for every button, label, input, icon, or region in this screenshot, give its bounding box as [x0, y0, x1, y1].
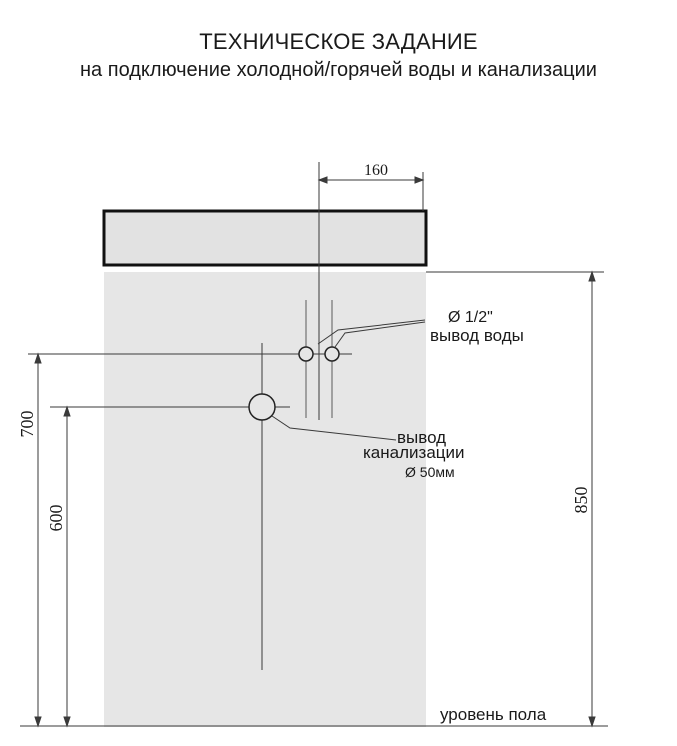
- dimension-160-label: 160: [364, 162, 388, 179]
- dimension-600: [64, 407, 70, 726]
- dimension-850-label: 850: [571, 486, 591, 514]
- water-outlet-label: вывод воды: [430, 326, 524, 345]
- water-diameter-label: Ø 1/2": [448, 309, 493, 326]
- wall-area: [104, 272, 426, 727]
- page-title: ТЕХНИЧЕСКОЕ ЗАДАНИЕ: [199, 29, 478, 54]
- drain-diameter-label: Ø 50мм: [405, 464, 455, 480]
- drain-outlet: [249, 394, 275, 420]
- dimension-700: [35, 354, 41, 726]
- floor-level-label: уровень пола: [440, 705, 547, 724]
- dimension-600-label: 600: [46, 504, 66, 532]
- dimension-700-label: 700: [17, 410, 37, 438]
- page-subtitle: на подключение холодной/горячей воды и канализации: [80, 59, 597, 81]
- drain-label-line1: вывод: [397, 428, 447, 447]
- drain-label-line2: канализации: [363, 443, 465, 462]
- basin-top: [104, 211, 426, 265]
- water-outlet-hot: [325, 347, 339, 361]
- water-outlet-cold: [299, 347, 313, 361]
